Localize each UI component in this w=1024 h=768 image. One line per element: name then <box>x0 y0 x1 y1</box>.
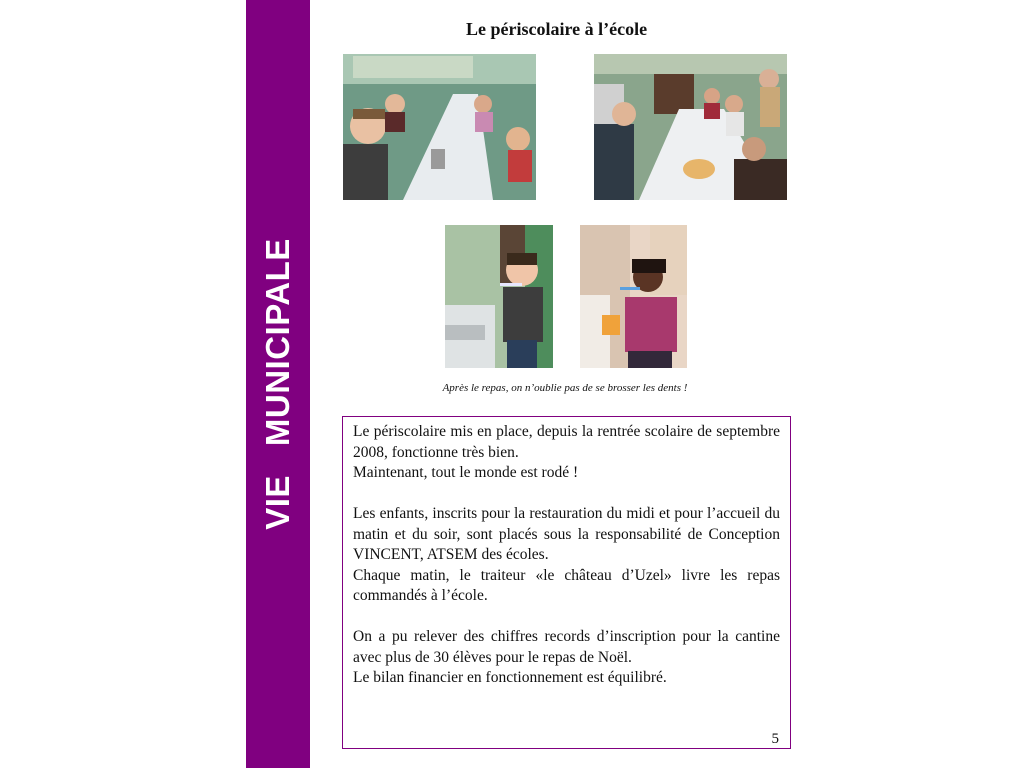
paragraph: Chaque matin, le traiteur «le château d’Uzel» livre les repas commandés à l’école. <box>353 566 780 604</box>
paragraph: On a pu relever des chiffres records d’inscription pour la cantine avec plus de 30 élèves pour le repas de Noël. <box>353 628 780 666</box>
article-box <box>342 416 791 749</box>
page-number: 5 <box>771 731 779 747</box>
article-text <box>353 422 780 689</box>
section-label: VIE MUNICIPALE <box>259 238 296 530</box>
photo-girl-brushing-teeth <box>580 225 687 368</box>
paragraph: Maintenant, tout le monde est rodé ! <box>353 464 579 481</box>
photo-cantine-table <box>343 54 536 200</box>
paragraph: Le bilan financier en fonctionnement est équilibré. <box>353 669 667 686</box>
paragraph: Les enfants, inscrits pour la restauration du midi et pour l’accueil du matin et du soir, sont placés sous la responsabilité de Conception VINCENT, ATSEM des écoles. <box>353 505 780 563</box>
paragraph: Le périscolaire mis en place, depuis la rentrée scolaire de septembre 2008, fonctionne très bien. <box>353 423 780 461</box>
photo-caption: Après le repas, on n’oublie pas de se brosser les dents ! <box>442 382 688 394</box>
page-title: Le périscolaire à l’école <box>466 19 648 39</box>
photo-children-eating <box>594 54 787 200</box>
photo-boy-brushing-teeth <box>445 225 553 368</box>
